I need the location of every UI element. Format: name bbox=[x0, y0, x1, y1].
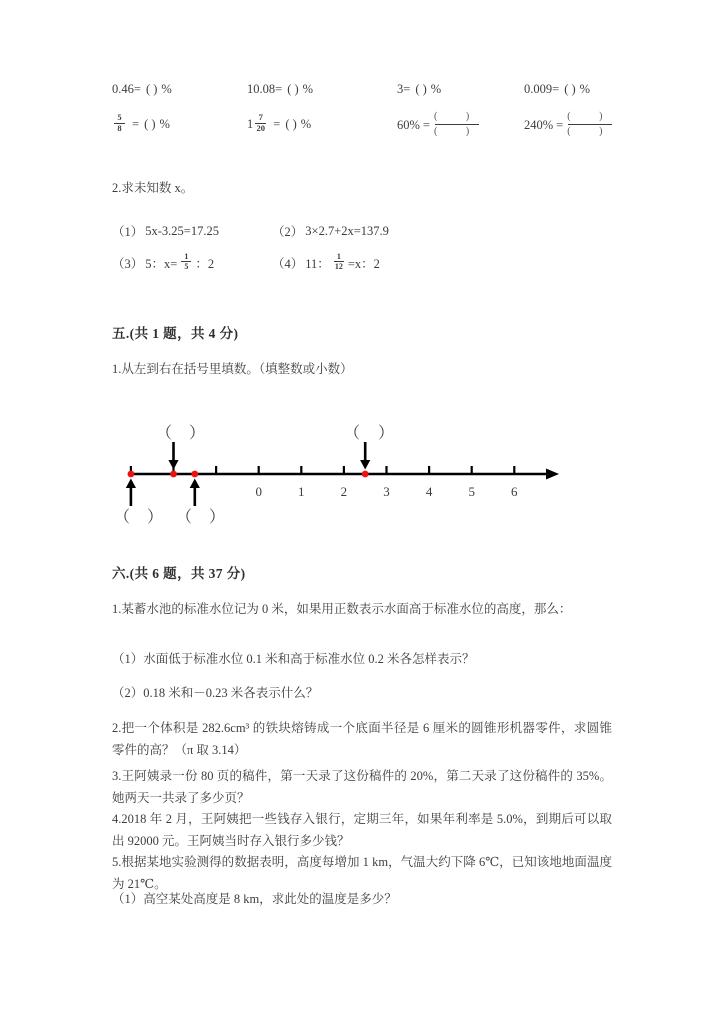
percent-row-1 bbox=[112, 82, 640, 112]
equals-sign: = bbox=[273, 116, 281, 131]
paren-open[interactable]: （ bbox=[344, 425, 361, 442]
fraction-numerator: 1 bbox=[336, 252, 341, 261]
answer-blank[interactable]: ( ) bbox=[564, 82, 576, 96]
axis-tick-label: 0 bbox=[255, 484, 262, 499]
arrow-down-icon bbox=[168, 442, 178, 470]
percent-item bbox=[397, 112, 482, 139]
percent-unit: % bbox=[300, 116, 312, 131]
equations-row bbox=[112, 253, 532, 284]
fraction bbox=[114, 113, 125, 134]
equation-item-3 bbox=[112, 253, 214, 272]
percent-value: 0.009= bbox=[524, 82, 560, 96]
section-five-question: 1.从左到右在括号里填数。（填整数或小数） bbox=[112, 362, 353, 376]
percent-item bbox=[397, 82, 441, 97]
fraction-denominator: 12 bbox=[334, 262, 343, 272]
percent-row-2 bbox=[112, 112, 640, 146]
equation-label: （1） bbox=[112, 225, 144, 239]
percent-item bbox=[247, 114, 311, 135]
paren-close[interactable]: ） bbox=[147, 509, 164, 526]
problem-5-sub-1: （1）高空某处高度是 8 km，求此处的温度是多少？ bbox=[112, 892, 397, 906]
top-right-blank[interactable] bbox=[344, 425, 394, 442]
equals-sign: = bbox=[132, 116, 140, 131]
equation-item-2 bbox=[272, 222, 389, 240]
marked-point bbox=[362, 471, 369, 478]
fraction bbox=[255, 113, 266, 134]
equations-row bbox=[112, 222, 532, 253]
percent-value: 3= bbox=[397, 82, 411, 96]
fraction bbox=[334, 252, 344, 271]
blank-fraction[interactable] bbox=[564, 111, 615, 138]
equation-item-1 bbox=[112, 222, 219, 240]
fraction bbox=[181, 252, 191, 271]
axis-tick-label: 2 bbox=[340, 484, 348, 499]
mixed-whole: 1 bbox=[247, 116, 254, 131]
paren-open[interactable]: （ bbox=[176, 509, 193, 526]
problem-3: 3.王阿姨录一份 80 页的稿件，第一天录了这份稿件的 20%，第二天录了这份稿件的 35%。她两天一共录了多少页？ bbox=[112, 769, 612, 805]
equals-sign: = bbox=[422, 118, 430, 132]
percent-item bbox=[112, 82, 172, 97]
answer-blank[interactable]: ( ) bbox=[285, 116, 297, 131]
equals-sign: = bbox=[556, 118, 564, 132]
percent-value: 240% bbox=[524, 118, 554, 132]
paren-open[interactable]: （ bbox=[156, 425, 173, 442]
percent-unit: % bbox=[302, 82, 314, 96]
fraction-denominator: 20 bbox=[256, 122, 265, 133]
axis-tick-label: 4 bbox=[425, 484, 433, 499]
bottom-left-blank[interactable] bbox=[114, 509, 163, 526]
percent-conversion-block bbox=[112, 82, 640, 146]
axis-tick-label: 5 bbox=[468, 484, 475, 499]
paren-open[interactable]: （ bbox=[114, 509, 131, 526]
marked-point bbox=[170, 471, 177, 478]
percent-unit: % bbox=[161, 82, 172, 96]
answer-blank[interactable]: ( ) bbox=[287, 82, 299, 96]
arrow-up-icon bbox=[126, 479, 136, 507]
fraction-bar bbox=[435, 124, 479, 125]
blank-fraction-denominator[interactable]: ( ) bbox=[433, 126, 483, 137]
problem-4: 4.2018 年 2 月，王阿姨把一些钱存入银行，定期三年，如果年利率是 5.0%，到期后可以取出 92000 元。王阿姨当时存入银行多少钱？ bbox=[112, 812, 612, 848]
blank-fraction-numerator[interactable]: ( ) bbox=[433, 111, 483, 122]
paren-close[interactable]: ） bbox=[378, 425, 395, 442]
equation-body: 5x-3.25=17.25 bbox=[145, 223, 219, 238]
marked-point bbox=[191, 471, 198, 478]
arrow-up-icon bbox=[190, 479, 200, 507]
equations-title: 2.求未知数 x。 bbox=[112, 181, 194, 195]
arrow-down-icon bbox=[360, 442, 370, 470]
percent-item bbox=[524, 112, 615, 139]
fraction-numerator: 1 bbox=[184, 252, 189, 261]
bottom-mid-blank[interactable] bbox=[176, 509, 225, 526]
number-line-svg bbox=[112, 418, 582, 528]
fraction-denominator: 5 bbox=[184, 262, 189, 272]
section-six-heading: 六.(共 6 题，共 37 分) bbox=[112, 566, 246, 581]
percent-item bbox=[524, 82, 590, 97]
equations-grid bbox=[112, 222, 532, 284]
percent-value: 0.46= bbox=[112, 82, 141, 96]
arrow-down-group bbox=[168, 442, 370, 470]
blank-fraction-numerator[interactable]: ( ) bbox=[567, 111, 616, 122]
equation-body: 11： bbox=[305, 256, 330, 271]
answer-blank[interactable]: ( ) bbox=[415, 82, 427, 96]
fraction-numerator: 7 bbox=[258, 112, 263, 122]
top-left-blank[interactable] bbox=[156, 425, 205, 442]
section-five-heading: 五.(共 1 题，共 4 分) bbox=[112, 326, 239, 341]
problem-1-sub-1: （1）水面低于标准水位 0.1 米和高于标准水位 0.2 米各怎样表示？ bbox=[112, 652, 475, 666]
mixed-number bbox=[247, 114, 268, 135]
paren-close[interactable]: ） bbox=[209, 509, 226, 526]
answer-blank[interactable]: ( ) bbox=[144, 116, 156, 131]
percent-unit: % bbox=[159, 116, 170, 131]
percent-value: 60% bbox=[397, 118, 420, 132]
answer-blank[interactable]: ( ) bbox=[145, 82, 158, 96]
problem-5: 5.根据某地实验测得的数据表明，高度每增加 1 km，气温大约下降 6℃，已知该地地面温度为 21℃。 bbox=[112, 855, 612, 891]
equation-label: （2） bbox=[272, 225, 304, 239]
fraction-numerator: 5 bbox=[117, 112, 122, 122]
equation-body: 5：x= bbox=[145, 256, 178, 271]
axis-tick-label: 6 bbox=[511, 484, 518, 499]
equation-label: （4） bbox=[272, 256, 304, 271]
fraction-bar bbox=[568, 124, 612, 125]
axis-tick-label: 3 bbox=[383, 484, 390, 499]
equation-tail: =x：2 bbox=[347, 256, 380, 271]
number-line-diagram bbox=[112, 418, 582, 528]
blank-fraction[interactable] bbox=[431, 111, 482, 138]
percent-unit: % bbox=[579, 82, 591, 96]
problem-1-sub-2: （2）0.18 米和－0.23 米各表示什么？ bbox=[112, 686, 319, 700]
axis-tick-label: 1 bbox=[298, 484, 305, 499]
percent-item bbox=[112, 114, 170, 135]
percent-value: 10.08= bbox=[247, 82, 283, 96]
equation-tail: ：2 bbox=[195, 256, 215, 271]
fraction-denominator: 8 bbox=[117, 122, 122, 133]
equation-item-4 bbox=[272, 253, 380, 272]
percent-unit: % bbox=[430, 82, 442, 96]
equation-body: 3×2.7+2x=137.9 bbox=[305, 223, 389, 238]
equation-label: （3） bbox=[112, 256, 144, 271]
percent-item bbox=[247, 82, 313, 97]
blank-fraction-denominator[interactable]: ( ) bbox=[567, 126, 616, 137]
marked-point bbox=[128, 471, 135, 478]
axis-label-group bbox=[255, 484, 518, 499]
arrow-up-group bbox=[126, 479, 200, 507]
problem-1: 1.某蓄水池的标准水位记为 0 米，如果用正数表示水面高于标准水位的高度，那么： bbox=[112, 602, 572, 616]
paren-close[interactable]: ） bbox=[189, 425, 206, 442]
problem-2: 2.把一个体积是 282.6cm³ 的铁块熔铸成一个底面半径是 6 厘米的圆锥形机器零件，求圆锥零件的高？（π 取 3.14） bbox=[112, 721, 612, 757]
axis-arrowhead bbox=[546, 469, 559, 480]
